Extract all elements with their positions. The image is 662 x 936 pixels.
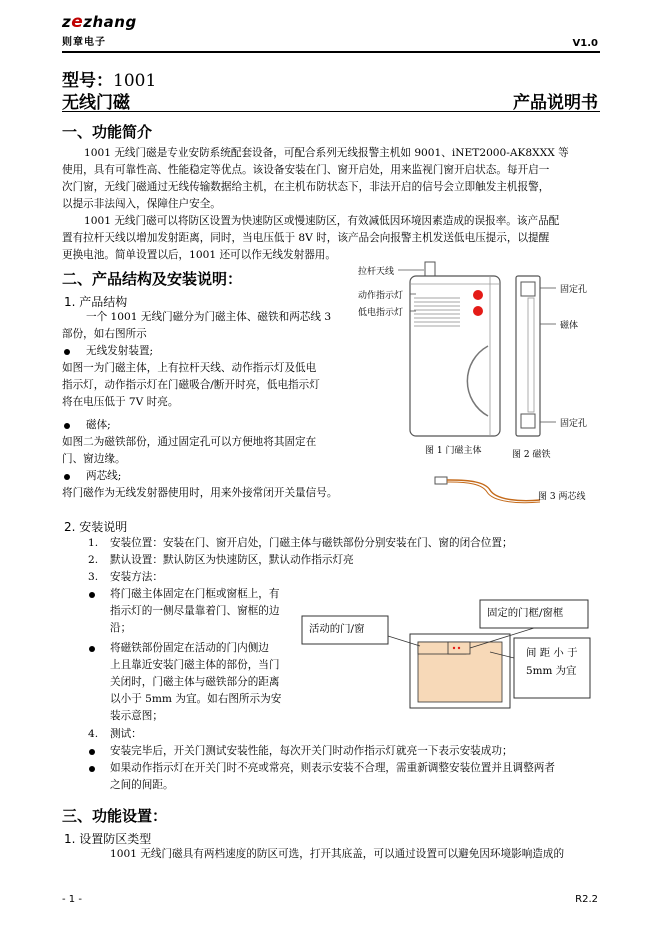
bullet2-text — [62, 434, 362, 468]
para2-line: 置有拉杆天线以增加发射距离，同时，当电压低于 8V 时，该产品会向报警主机发送低电压提示，以提醒 — [62, 232, 550, 244]
structure-text — [62, 309, 362, 343]
gap-note-line2: 5mm 为宜 — [526, 665, 577, 677]
magnet-label: 磁体 — [560, 321, 579, 331]
install-item-2-num: 2. — [88, 554, 99, 566]
section3-line1: 1001 无线门磁具有两档速度的防区可选，打开其底盖，可以通过设置可以避免因环境影响造成的 — [110, 848, 565, 860]
method-b2-line: 以小于 5mm 为宜。如右图所示为安 — [110, 693, 282, 705]
method-bullet2 — [110, 640, 300, 725]
action-led-icon — [473, 290, 483, 300]
two-core-wire-icon — [435, 477, 540, 503]
fix-hole-top-icon — [521, 282, 535, 296]
fix-hole-bottom-icon — [521, 414, 535, 428]
method-b1-line: 沿； — [110, 622, 132, 634]
bullet-dot — [64, 474, 70, 480]
fixed-frame-label: 固定的门框/窗框 — [487, 607, 564, 619]
version-label: V1.0 — [572, 38, 598, 49]
company-logo — [62, 12, 137, 32]
install-item-1-num: 1. — [88, 537, 99, 549]
test-b2-line: 之间的间距。 — [110, 779, 174, 791]
test-label: 测试： — [110, 728, 142, 740]
low-led-label: 低电指示灯 — [358, 308, 404, 318]
test-num: 4. — [88, 728, 99, 740]
gap-note-line1: 间 距 小 于 — [526, 647, 578, 659]
bullet1-line: 如图一为门磁主体，上有拉杆天线、动作指示灯及低电 — [62, 362, 317, 374]
method-bullet1 — [110, 586, 300, 637]
bullet-dot — [64, 349, 70, 355]
bullet-dot — [89, 749, 95, 755]
title-rule — [62, 111, 600, 112]
test-bullet1: 安装完毕后，开关门测试安装性能，每次开关门时动作指示灯就亮一下表示安装成功； — [110, 745, 513, 757]
logo-subtitle: 则章电子 — [62, 37, 106, 48]
test-bullet2 — [110, 760, 602, 794]
bullet2-line: 如图二为磁铁部份，通过固定孔可以方便地将其固定在 — [62, 436, 317, 448]
section1-heading: 一、功能简介 — [62, 123, 153, 141]
low-battery-led-icon — [473, 306, 483, 316]
para1-line: 1001 无线门磁是专业安防系统配套设备，可配合系列无线报警主机如 9001、iNET2000-AK8XXX 等 — [84, 147, 569, 159]
bullet1-text — [62, 360, 362, 411]
bullet1-line: 将在电压低于 7V 时亮。 — [62, 396, 179, 408]
bullet3-title: 两芯线; — [86, 470, 122, 482]
model-number: 1001 — [113, 71, 157, 91]
bullet2-title: 磁体; — [86, 419, 111, 431]
install-item-1-text: 安装位置：安装在门、窗开启处，门磁主体与磁铁部份分别安装在门、窗的闭合位置； — [110, 537, 513, 549]
method-b2-line: 装示意图； — [110, 710, 163, 722]
logo-z: z — [62, 13, 72, 31]
method-b2-line: 关闭时，门磁主体与磁铁部分的距离 — [110, 676, 280, 688]
test-b2-line: 如果动作指示灯在开关门时不亮或常亮，则表示安装不合理，需重新调整安装位置并且调整两者 — [110, 762, 555, 774]
install-subheading: 2. 安装说明 — [64, 520, 128, 534]
para1-line: 以提示非法闯入，保障住户安全。 — [62, 198, 221, 210]
structure-subheading: 1. 产品结构 — [64, 295, 128, 309]
bullet-dot — [89, 592, 95, 598]
bullet3-text: 将门磁作为无线发射器使用时，用来外接常闭开关量信号。 — [62, 487, 338, 499]
page-number: - 1 - — [62, 894, 82, 905]
method-b2-line: 将磁铁部份固定在活动的门内侧边 — [110, 642, 269, 654]
bullet2-line: 门、窗边缘。 — [62, 453, 126, 465]
para2-line: 更换电池。简单设置以后，1001 还可以作无线发射器用。 — [62, 249, 336, 261]
section1-para2 — [62, 213, 602, 264]
bullet-dot — [64, 423, 70, 429]
bullet-dot — [89, 646, 95, 652]
action-led-label: 动作指示灯 — [358, 291, 404, 301]
para1-line: 次门窗，无线门磁通过无线传输数据给主机，在主机布防状态下，非法开启的信号会立即触发主机报警， — [62, 181, 550, 193]
antenna-label: 拉杆天线 — [358, 267, 395, 277]
fig1-caption: 图 1 门磁主体 — [425, 446, 482, 456]
product-name: 无线门磁 — [62, 93, 130, 113]
method-b1-line: 将门磁主体固定在门框或窗框上，有 — [110, 588, 280, 600]
section3-subheading: 1. 设置防区类型 — [64, 832, 152, 846]
moving-door-label: 活动的门/窗 — [309, 623, 365, 635]
section2-heading: 二、产品结构及安装说明： — [62, 270, 243, 288]
doc-title: 产品说明书 — [513, 93, 598, 113]
para2-line: 1001 无线门磁可以将防区设置为快速防区或慢速防区，有效减低因环境因素造成的误报率。该产品配 — [84, 215, 560, 227]
model-label: 型号： — [62, 71, 113, 91]
structure-line: 部份，如右图所示 — [62, 328, 147, 340]
bullet1-line: 指示灯，动作指示灯在门磁吸合/断开时亮，低电指示灯 — [62, 379, 320, 391]
logo-main: zhang — [83, 13, 137, 31]
method-b2-line: 上且靠近安装门磁主体的部份，当门 — [110, 659, 280, 671]
install-item-3-text: 安装方法： — [110, 571, 163, 583]
install-item-3-num: 3. — [88, 571, 99, 583]
fix-hole-bottom-label: 固定孔 — [560, 419, 588, 429]
method-b1-line: 指示灯的一侧尽量靠着门、窗框的边 — [110, 605, 280, 617]
fig3-caption: 图 3 两芯线 — [538, 492, 586, 502]
install-item-2-text: 默认设置：默认防区为快速防区，默认动作指示灯亮 — [110, 554, 354, 566]
door-sensor-body — [410, 276, 500, 436]
section3-heading: 三、功能设置： — [62, 807, 168, 825]
bullet1-title: 无线发射装置; — [86, 345, 154, 357]
structure-line: 一个 1001 无线门磁分为门磁主体、磁铁和两芯线 3 — [86, 311, 332, 323]
bullet-dot — [89, 766, 95, 772]
header-rule — [62, 51, 600, 53]
section1-para1 — [62, 145, 602, 213]
fix-hole-top-label: 固定孔 — [560, 285, 588, 295]
fig2-caption: 图 2 磁铁 — [512, 450, 551, 460]
revision-label: R2.2 — [575, 894, 598, 905]
para1-line: 使用，具有可靠性高、性能稳定等优点。该设备安装在门、窗开启处，用来监视门窗开启状态。每开启一 — [62, 164, 550, 176]
logo-e: e — [71, 12, 84, 32]
